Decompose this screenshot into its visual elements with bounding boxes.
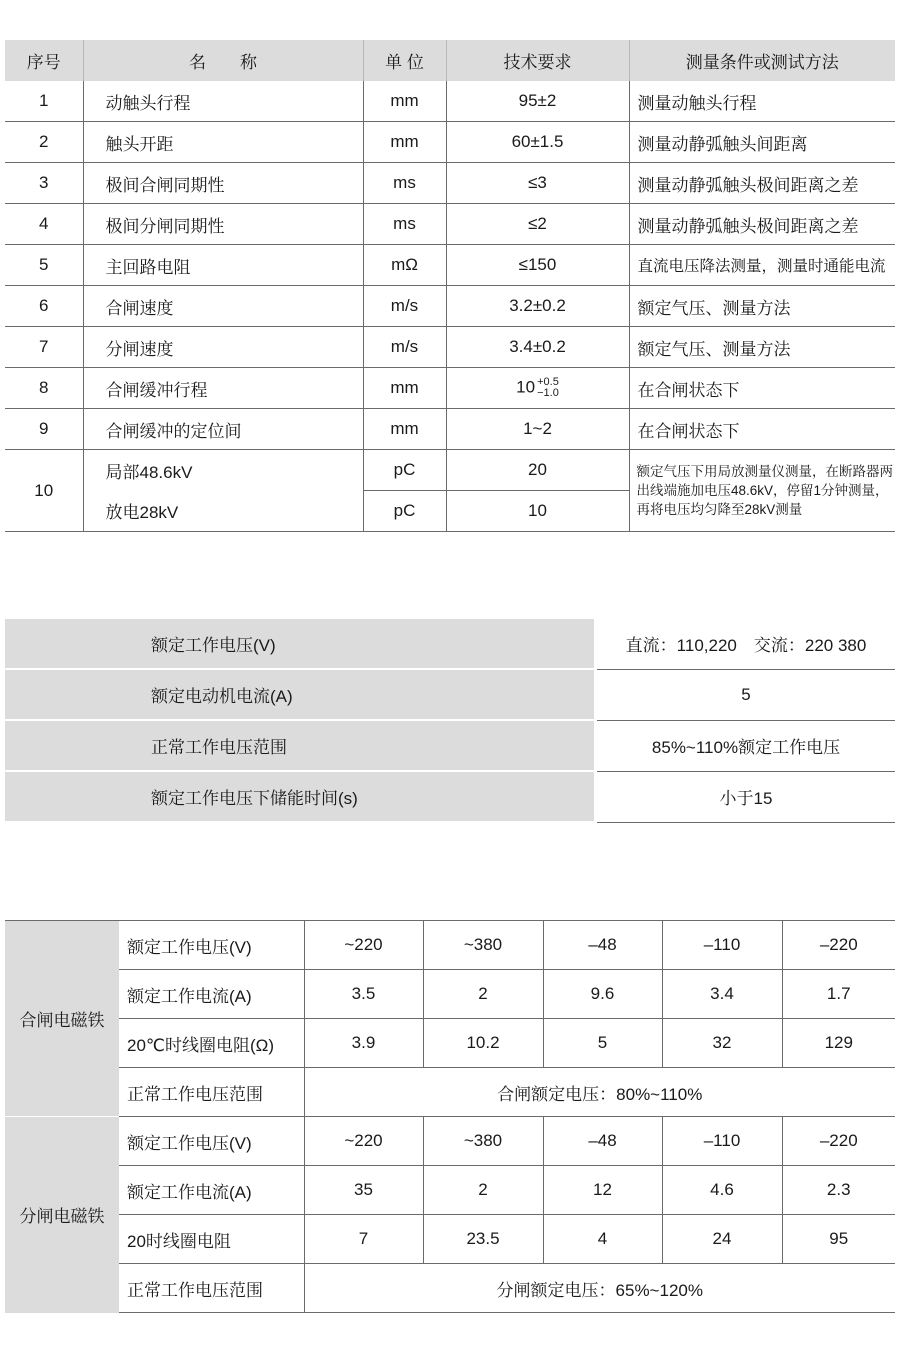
row-unit: mm xyxy=(363,122,446,163)
table-row xyxy=(5,81,895,122)
cell-value: 23.5 xyxy=(423,1215,543,1264)
table-row xyxy=(5,720,895,771)
row-method: 测量动静弧触头极间距离之差 xyxy=(629,163,895,204)
cell-value: 1.7 xyxy=(782,970,895,1019)
cell-value: 4 xyxy=(543,1215,662,1264)
cell-value: 12 xyxy=(543,1166,662,1215)
row-requirement: 1~2 xyxy=(446,409,629,450)
row-name: 局部48.6kV xyxy=(83,450,363,491)
electromagnet-parameters-table xyxy=(5,920,895,1313)
row-requirement: ≤3 xyxy=(446,163,629,204)
row-unit: mm xyxy=(363,368,446,409)
row-requirement: 60±1.5 xyxy=(446,122,629,163)
row-no: 9 xyxy=(5,409,83,450)
table-row xyxy=(5,122,895,163)
header-requirement: 技术要求 xyxy=(446,40,629,81)
cell-value: 3.9 xyxy=(304,1019,423,1068)
row-no: 4 xyxy=(5,204,83,245)
row-name: 分闸速度 xyxy=(83,327,363,368)
row-unit: pC xyxy=(363,491,446,532)
row-label: 正常工作电压范围 xyxy=(119,1068,304,1117)
row-label: 额定工作电压(V) xyxy=(119,1117,304,1166)
row-requirement xyxy=(446,368,629,409)
table-row xyxy=(5,409,895,450)
row-label: 额定工作电流(A) xyxy=(119,970,304,1019)
row-no: 1 xyxy=(5,81,83,122)
row-unit: mΩ xyxy=(363,245,446,286)
row-method: 测量动触头行程 xyxy=(629,81,895,122)
technical-parameters-table xyxy=(5,40,895,532)
cell-value: 95 xyxy=(782,1215,895,1264)
row-method: 测量动静弧触头极间距离之差 xyxy=(629,204,895,245)
row-no: 10 xyxy=(5,450,83,532)
header-unit: 单 位 xyxy=(363,40,446,81)
row-requirement: ≤150 xyxy=(446,245,629,286)
row-method: 额定气压、测量方法 xyxy=(629,327,895,368)
row-name: 极间分闸同期性 xyxy=(83,204,363,245)
table-row xyxy=(5,163,895,204)
row-requirement: 95±2 xyxy=(446,81,629,122)
cell-value: –48 xyxy=(543,1117,662,1166)
table-row xyxy=(5,1215,895,1264)
table-row xyxy=(5,1117,895,1166)
row-unit: mm xyxy=(363,81,446,122)
cell-value: ~220 xyxy=(304,1117,423,1166)
row-method: 测量动静弧触头间距离 xyxy=(629,122,895,163)
tolerance-upper: +0.5 xyxy=(537,376,559,388)
row-method: 额定气压、测量方法 xyxy=(629,286,895,327)
table-row xyxy=(5,921,895,970)
cell-value: 3.4 xyxy=(662,970,782,1019)
row-no: 6 xyxy=(5,286,83,327)
row-value: 小于15 xyxy=(597,771,895,822)
motor-parameters-table xyxy=(5,619,895,823)
row-label: 20时线圈电阻 xyxy=(119,1215,304,1264)
row-name: 合闸缓冲行程 xyxy=(83,368,363,409)
table-row xyxy=(5,1264,895,1313)
row-no: 5 xyxy=(5,245,83,286)
cell-value: 10.2 xyxy=(423,1019,543,1068)
row-name: 极间合闸同期性 xyxy=(83,163,363,204)
row-label: 20℃时线圈电阻(Ω) xyxy=(119,1019,304,1068)
row-unit: pC xyxy=(363,450,446,491)
cell-value: –220 xyxy=(782,921,895,970)
row-name: 触头开距 xyxy=(83,122,363,163)
row-label: 正常工作电压范围 xyxy=(119,1264,304,1313)
row-no: 2 xyxy=(5,122,83,163)
cell-value: 5 xyxy=(543,1019,662,1068)
tolerance-base: 10 xyxy=(516,377,536,397)
cell-value: –220 xyxy=(782,1117,895,1166)
table-row xyxy=(5,970,895,1019)
table-row xyxy=(5,450,895,491)
row-value: 5 xyxy=(597,669,895,720)
row-requirement: ≤2 xyxy=(446,204,629,245)
tolerance-limits xyxy=(537,377,559,399)
row-unit: m/s xyxy=(363,327,446,368)
cell-value: ~380 xyxy=(423,1117,543,1166)
cell-value: –110 xyxy=(662,921,782,970)
row-method: 额定气压下用局放测量仪测量，在断路器两出线端施加电压48.6kV，停留1分钟测量，再将电压均匀降至28kV测量 xyxy=(629,450,895,532)
row-requirement: 3.4±0.2 xyxy=(446,327,629,368)
table-row xyxy=(5,368,895,409)
row-label: 额定电动机电流(A) xyxy=(5,669,594,720)
row-unit: ms xyxy=(363,163,446,204)
header-no: 序号 xyxy=(5,40,83,81)
cell-value: 2 xyxy=(423,970,543,1019)
row-unit: ms xyxy=(363,204,446,245)
table-row xyxy=(5,286,895,327)
cell-value: 24 xyxy=(662,1215,782,1264)
row-name: 合闸速度 xyxy=(83,286,363,327)
table-row xyxy=(5,669,895,720)
cell-value: 35 xyxy=(304,1166,423,1215)
row-requirement: 3.2±0.2 xyxy=(446,286,629,327)
row-label: 额定工作电流(A) xyxy=(119,1166,304,1215)
row-value: 85%~110%额定工作电压 xyxy=(597,720,895,771)
tolerance-lower: −1.0 xyxy=(537,387,559,399)
table-row xyxy=(5,245,895,286)
table-row xyxy=(5,204,895,245)
table-row xyxy=(5,1068,895,1117)
cell-value: –48 xyxy=(543,921,662,970)
header-name: 名 称 xyxy=(83,40,363,81)
row-requirement: 10 xyxy=(446,491,629,532)
row-value: 直流：110,220 交流：220 380 xyxy=(597,619,895,669)
cell-value: 2 xyxy=(423,1166,543,1215)
row-method: 在合闸状态下 xyxy=(629,368,895,409)
cell-value: –110 xyxy=(662,1117,782,1166)
row-name: 主回路电阻 xyxy=(83,245,363,286)
row-label: 额定工作电压(V) xyxy=(119,921,304,970)
row-label: 额定工作电压下储能时间(s) xyxy=(5,771,594,822)
table-row xyxy=(5,1019,895,1068)
cell-value: 9.6 xyxy=(543,970,662,1019)
cell-value: 3.5 xyxy=(304,970,423,1019)
cell-value: 129 xyxy=(782,1019,895,1068)
table-header-row xyxy=(5,40,895,81)
table-row xyxy=(5,1166,895,1215)
row-no: 8 xyxy=(5,368,83,409)
row-label: 额定工作电压(V) xyxy=(5,619,594,669)
row-method: 直流电压降法测量，测量时通能电流 xyxy=(629,245,895,286)
row-method: 在合闸状态下 xyxy=(629,409,895,450)
row-name: 合闸缓冲的定位间 xyxy=(83,409,363,450)
cell-value: ~220 xyxy=(304,921,423,970)
table-row xyxy=(5,771,895,822)
header-method: 测量条件或测试方法 xyxy=(629,40,895,81)
row-unit: m/s xyxy=(363,286,446,327)
cell-value: 4.6 xyxy=(662,1166,782,1215)
group-label-open: 分闸电磁铁 xyxy=(5,1117,119,1313)
row-name: 动触头行程 xyxy=(83,81,363,122)
cell-value: 7 xyxy=(304,1215,423,1264)
table-row xyxy=(5,327,895,368)
row-name: 放电28kV xyxy=(83,491,363,532)
range-value: 分闸额定电压：65%~120% xyxy=(304,1264,895,1313)
range-value: 合闸额定电压：80%~110% xyxy=(304,1068,895,1117)
row-no: 3 xyxy=(5,163,83,204)
cell-value: 2.3 xyxy=(782,1166,895,1215)
group-label-close: 合闸电磁铁 xyxy=(5,921,119,1117)
row-unit: mm xyxy=(363,409,446,450)
row-no: 7 xyxy=(5,327,83,368)
row-requirement: 20 xyxy=(446,450,629,491)
cell-value: 32 xyxy=(662,1019,782,1068)
table-row xyxy=(5,619,895,669)
row-label: 正常工作电压范围 xyxy=(5,720,594,771)
cell-value: ~380 xyxy=(423,921,543,970)
